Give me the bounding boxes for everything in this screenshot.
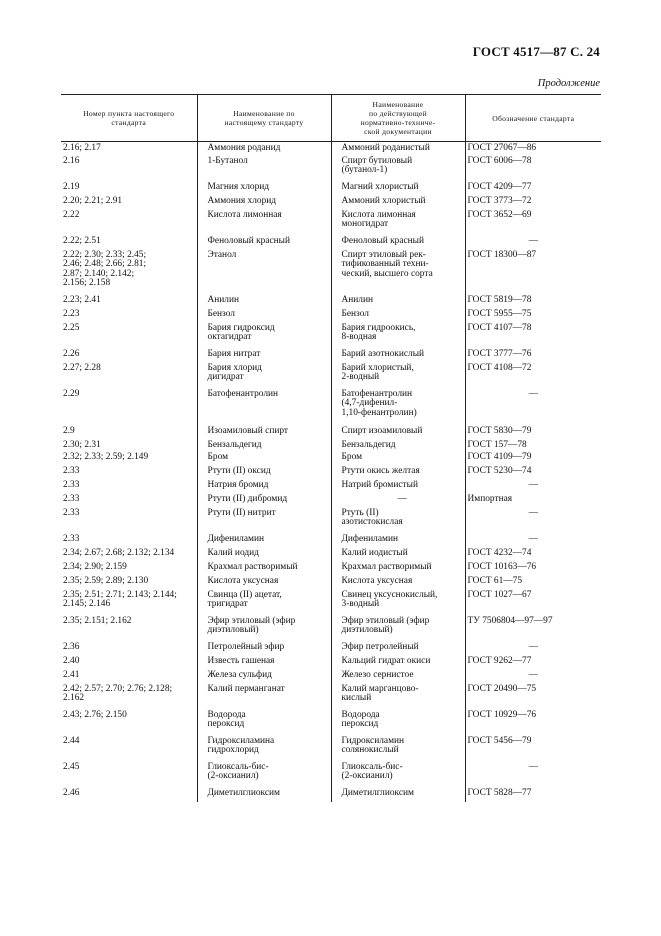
cell-standard: ГОСТ 4107—78 xyxy=(465,323,601,349)
column-header-clause: Номер пункта настоящего стандарта xyxy=(61,95,197,142)
cell-standard: — xyxy=(465,670,601,684)
cell-clause: 2.36 xyxy=(63,641,80,652)
table-row xyxy=(61,710,601,736)
table-row xyxy=(61,363,601,389)
cell-doc-name: Глиоксаль-бис- (2-оксианил) xyxy=(331,762,465,788)
cell-standard: ГОСТ 4108—72 xyxy=(465,363,601,389)
cell-standard: Импортная xyxy=(465,494,601,508)
cell-standard: ГОСТ 5830—79 xyxy=(465,426,601,440)
cell-doc-name: Магний хлористый xyxy=(331,182,465,196)
table-row xyxy=(61,656,601,670)
column-header-standard: Обозначение стандарта xyxy=(465,95,601,142)
cell-clause: 2.22 xyxy=(63,209,80,220)
cell-standard: — xyxy=(465,508,601,534)
cell-clause: 2.29 xyxy=(63,388,80,399)
cell-name: Кислота лимонная xyxy=(197,210,331,236)
cell-name: Изоамиловый спирт xyxy=(197,426,331,440)
table-row xyxy=(61,156,601,182)
cell-name: Бария гидроксид октагидрат xyxy=(197,323,331,349)
cell-standard: ГОСТ 27067—86 xyxy=(465,142,601,156)
document-code: ГОСТ 4517—87 С. 24 xyxy=(472,44,600,59)
table-row xyxy=(61,389,601,426)
cell-standard: ГОСТ 61—75 xyxy=(465,576,601,590)
cell-doc-name: Эфир этиловый (эфир диэтиловый) xyxy=(331,616,465,642)
cell-clause: 2.40 xyxy=(63,655,80,666)
cell-name: Свинца (II) ацетат, тригидрат xyxy=(197,590,331,616)
table-row xyxy=(61,426,601,440)
cell-name: Бария нитрат xyxy=(197,349,331,363)
table-row xyxy=(61,210,601,236)
cell-doc-name: Железо сернистое xyxy=(331,670,465,684)
cell-doc-name: Крахмал растворимый xyxy=(331,562,465,576)
cell-clause: 2.34; 2.90; 2.159 xyxy=(63,561,127,572)
cell-name: Феноловый красный xyxy=(197,236,331,250)
cell-name: Батофенантролин xyxy=(197,389,331,426)
cell-clause: 2.33 xyxy=(63,533,80,544)
cell-doc-name: Дифениламин xyxy=(331,534,465,548)
cell-clause: 2.33 xyxy=(63,507,80,518)
cell-clause: 2.27; 2.28 xyxy=(63,362,101,373)
cell-name: Этанол xyxy=(197,250,331,295)
cell-clause: 2.22; 2.30; 2.33; 2.45; 2.46; 2.48; 2.66; 2.81; 2.87; 2.140; 2.142; 2.156; 2.158 xyxy=(63,249,147,289)
cell-doc-name: Бензол xyxy=(331,309,465,323)
table-row xyxy=(61,762,601,788)
cell-doc-name: Аммоний хлористый xyxy=(331,196,465,210)
cell-clause: 2.42; 2.57; 2.70; 2.76; 2.128; 2.162 xyxy=(63,683,173,704)
cell-doc-name: Водорода пероксид xyxy=(331,710,465,736)
cell-standard: ГОСТ 3777—76 xyxy=(465,349,601,363)
cell-name: Петролейный эфир xyxy=(197,642,331,656)
cell-doc-name: Анилин xyxy=(331,295,465,309)
table-row xyxy=(61,788,601,802)
table-row xyxy=(61,250,601,295)
cell-doc-name: Бром xyxy=(331,452,465,466)
cell-doc-name: Ртуть (II) азотистокислая xyxy=(331,508,465,534)
cell-clause: 2.26 xyxy=(63,348,80,359)
table-row xyxy=(61,323,601,349)
table-row xyxy=(61,670,601,684)
cell-standard: ГОСТ 5456—79 xyxy=(465,736,601,762)
cell-clause: 2.44 xyxy=(63,735,80,746)
continuation-label: Продолжение xyxy=(537,78,600,89)
standards-table xyxy=(61,94,601,802)
cell-standard: ГОСТ 5955—75 xyxy=(465,309,601,323)
table-row xyxy=(61,196,601,210)
cell-standard: ГОСТ 157—78 xyxy=(465,440,601,452)
cell-name: Кислота уксусная xyxy=(197,576,331,590)
cell-name: Калий перманганат xyxy=(197,684,331,710)
table-row xyxy=(61,534,601,548)
table-row xyxy=(61,562,601,576)
table-row xyxy=(61,182,601,196)
cell-clause: 2.41 xyxy=(63,669,80,680)
cell-standard: ГОСТ 3652—69 xyxy=(465,210,601,236)
table-row xyxy=(61,642,601,656)
table-row xyxy=(61,548,601,562)
cell-doc-name: Спирт этиловый рек- тификованный техни- ческий, высшего сорта xyxy=(331,250,465,295)
table-row xyxy=(61,590,601,616)
cell-standard: ГОСТ 10929—76 xyxy=(465,710,601,736)
cell-standard: ГОСТ 4109—79 xyxy=(465,452,601,466)
cell-clause: 2.22; 2.51 xyxy=(63,235,101,246)
cell-clause: 2.33 xyxy=(63,493,80,504)
cell-standard: — xyxy=(465,534,601,548)
cell-doc-name: Калий иодистый xyxy=(331,548,465,562)
cell-name: Калий иодид xyxy=(197,548,331,562)
cell-name: 1-Бутанол xyxy=(197,156,331,182)
cell-standard: — xyxy=(465,389,601,426)
cell-clause: 2.25 xyxy=(63,322,80,333)
cell-standard: ГОСТ 10163—76 xyxy=(465,562,601,576)
cell-name: Эфир этиловый (эфир диэтиловый) xyxy=(197,616,331,642)
cell-clause: 2.16; 2.17 xyxy=(63,143,101,153)
cell-standard: — xyxy=(465,762,601,788)
cell-name: Железа сульфид xyxy=(197,670,331,684)
cell-standard: ГОСТ 18300—87 xyxy=(465,250,601,295)
cell-doc-name: Спирт изоамиловый xyxy=(331,426,465,440)
cell-standard: ГОСТ 20490—75 xyxy=(465,684,601,710)
cell-clause: 2.43; 2.76; 2.150 xyxy=(63,709,127,720)
cell-name: Ртути (II) оксид xyxy=(197,466,331,480)
cell-clause: 2.45 xyxy=(63,761,80,772)
cell-name: Натрия бромид xyxy=(197,480,331,494)
table-row xyxy=(61,236,601,250)
cell-doc-name: Барий азотнокислый xyxy=(331,349,465,363)
table-body xyxy=(61,142,601,802)
cell-name: Бензальдегид xyxy=(197,440,331,452)
cell-name: Бензол xyxy=(197,309,331,323)
cell-standard: ГОСТ 4232—74 xyxy=(465,548,601,562)
cell-doc-name: Аммоний роданистый xyxy=(331,142,465,156)
table-row xyxy=(61,576,601,590)
cell-doc-name: Эфир петролейный xyxy=(331,642,465,656)
column-header-name: Наименование по настоящему стандарту xyxy=(197,95,331,142)
table-row xyxy=(61,349,601,363)
table-row xyxy=(61,684,601,710)
cell-doc-name: Бензальдегид xyxy=(331,440,465,452)
cell-doc-name: Феноловый красный xyxy=(331,236,465,250)
cell-name: Глиоксаль-бис- (2-оксианил) xyxy=(197,762,331,788)
cell-standard: ГОСТ 6006—78 xyxy=(465,156,601,182)
cell-doc-name: Спирт бутиловый (бутанол-1) xyxy=(331,156,465,182)
cell-doc-name: Барий хлористый, 2-водный xyxy=(331,363,465,389)
cell-doc-name: Бария гидроокись, 8-водная xyxy=(331,323,465,349)
cell-name: Гидроксиламина гидрохлорид xyxy=(197,736,331,762)
cell-standard: — xyxy=(465,642,601,656)
cell-standard: ГОСТ 9262—77 xyxy=(465,656,601,670)
cell-name: Аммония хлорид xyxy=(197,196,331,210)
cell-clause: 2.35; 2.151; 2.162 xyxy=(63,615,132,626)
cell-doc-name: Диметилглиоксим xyxy=(331,788,465,802)
cell-doc-name: Кислота уксусная xyxy=(331,576,465,590)
cell-clause: 2.23 xyxy=(63,308,80,319)
cell-standard: ГОСТ 1027—67 xyxy=(465,590,601,616)
cell-clause: 2.35; 2.59; 2.89; 2.130 xyxy=(63,575,149,586)
cell-clause: 2.16 xyxy=(63,155,80,166)
cell-clause: 2.30; 2.31 xyxy=(63,439,101,450)
cell-clause: 2.34; 2.67; 2.68; 2.132; 2.134 xyxy=(63,547,175,558)
cell-standard: — xyxy=(465,480,601,494)
cell-name: Ртути (II) дибромид xyxy=(197,494,331,508)
cell-doc-name: — xyxy=(331,494,465,508)
cell-doc-name: Гидроксиламин солянокислый xyxy=(331,736,465,762)
cell-clause: 2.35; 2.51; 2.71; 2.143; 2.144; 2.145; 2.146 xyxy=(63,589,177,610)
cell-name: Известь гашеная xyxy=(197,656,331,670)
cell-name: Крахмал растворимый xyxy=(197,562,331,576)
cell-doc-name: Кальций гидрат окиси xyxy=(331,656,465,670)
cell-clause: 2.33 xyxy=(63,465,80,476)
cell-clause: 2.19 xyxy=(63,181,80,192)
cell-name: Водорода пероксид xyxy=(197,710,331,736)
table-row xyxy=(61,508,601,534)
cell-clause: 2.23; 2.41 xyxy=(63,294,101,305)
table-row xyxy=(61,736,601,762)
cell-doc-name: Натрий бромистый xyxy=(331,480,465,494)
cell-name: Дифениламин xyxy=(197,534,331,548)
cell-clause: 2.9 xyxy=(63,425,75,436)
table-row xyxy=(61,480,601,494)
table-header-row xyxy=(61,95,601,142)
cell-name: Магния хлорид xyxy=(197,182,331,196)
cell-clause: 2.32; 2.33; 2.59; 2.149 xyxy=(63,451,149,462)
cell-standard: ГОСТ 5828—77 xyxy=(465,788,601,802)
table-row xyxy=(61,466,601,480)
table-row xyxy=(61,452,601,466)
column-header-doc-name: Наименование по действующей нормативно-техниче- ской документации xyxy=(331,95,465,142)
cell-standard: ГОСТ 5819—78 xyxy=(465,295,601,309)
cell-standard: ГОСТ 5230—74 xyxy=(465,466,601,480)
cell-doc-name: Калий марганцово- кислый xyxy=(331,684,465,710)
table-row xyxy=(61,295,601,309)
table-row xyxy=(61,142,601,156)
cell-clause: 2.46 xyxy=(63,787,80,798)
cell-name: Анилин xyxy=(197,295,331,309)
cell-name: Бария хлорид дигидрат xyxy=(197,363,331,389)
cell-standard: ГОСТ 4209—77 xyxy=(465,182,601,196)
cell-name: Ртути (II) нитрит xyxy=(197,508,331,534)
cell-doc-name: Ртути окись желтая xyxy=(331,466,465,480)
cell-standard: — xyxy=(465,236,601,250)
cell-standard: ГОСТ 3773—72 xyxy=(465,196,601,210)
table-row xyxy=(61,440,601,452)
table-row xyxy=(61,616,601,642)
cell-name: Аммония роданид xyxy=(197,142,331,156)
cell-doc-name: Батофенантролин (4,7-дифенил- 1,10-фенантролин) xyxy=(331,389,465,426)
table-row xyxy=(61,309,601,323)
cell-name: Бром xyxy=(197,452,331,466)
cell-name: Диметилглиоксим xyxy=(197,788,331,802)
cell-clause: 2.33 xyxy=(63,479,80,490)
cell-doc-name: Кислота лимонная моногидрат xyxy=(331,210,465,236)
cell-clause: 2.20; 2.21; 2.91 xyxy=(63,195,123,206)
table-row xyxy=(61,494,601,508)
cell-standard: ТУ 7506804—97—97 xyxy=(465,616,601,642)
cell-doc-name: Свинец уксуснокислый, 3-водный xyxy=(331,590,465,616)
